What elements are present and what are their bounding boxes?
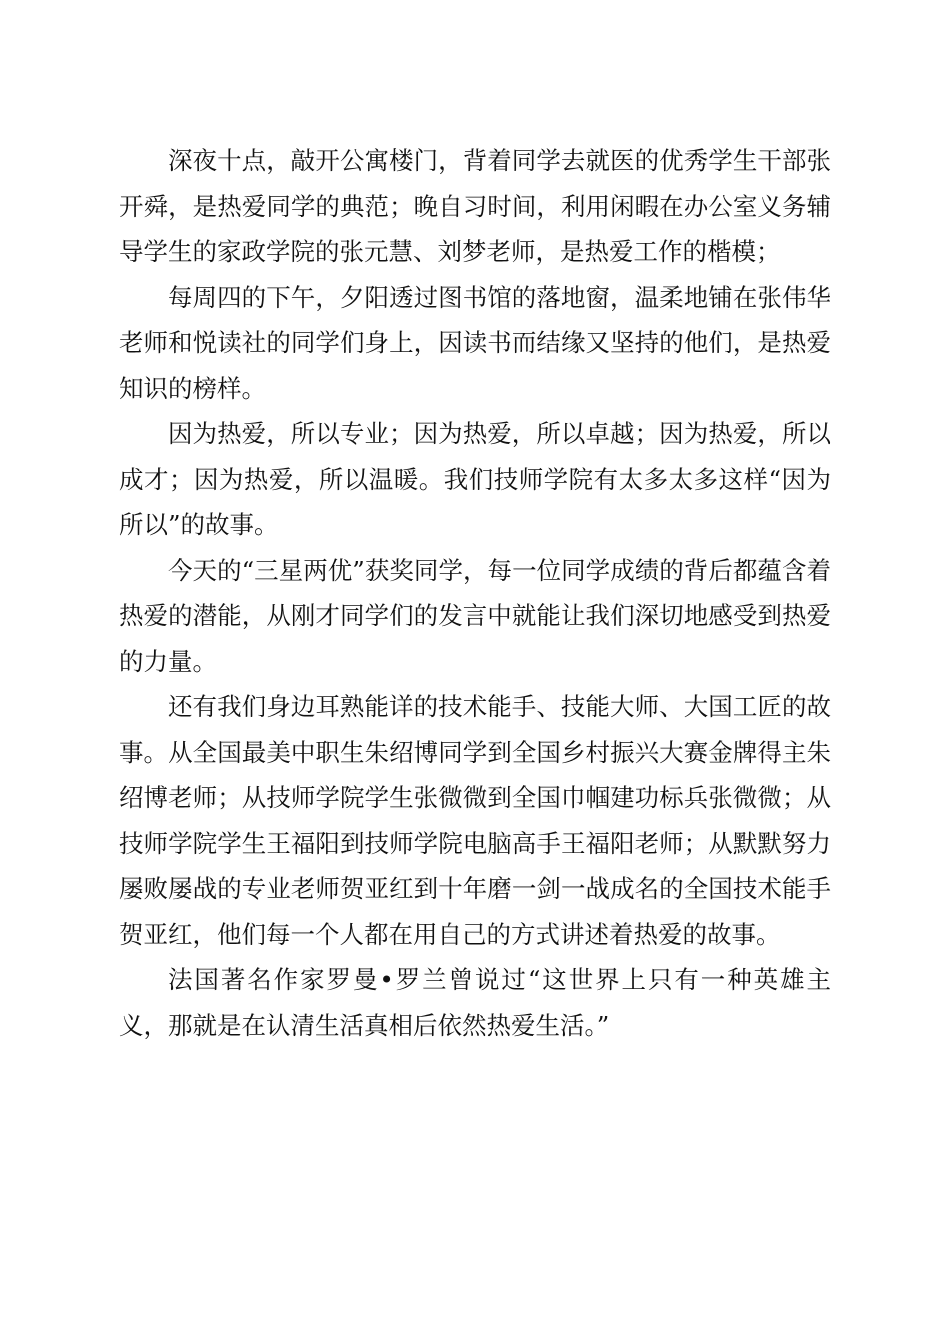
- paragraph-4: 今天的“三星两优”获奖同学，每一位同学成绩的背后都蕴含着热爱的潜能，从刚才同学们的发言中就能让我们深切地感受到热爱的力量。: [119, 555, 831, 676]
- paragraph-5: 还有我们身边耳熟能详的技术能手、技能大师、大国工匠的故事。从全国最美中职生朱绍博同学到全国乡村振兴大赛金牌得主朱绍博老师；从技师学院学生张微微到全国巾帼建功标兵张微微；从技师学院学生王福阳到技师学院电脑高手王福阳老师；从默默努力屡败屡战的专业老师贺亚红到十年磨一剑一战成名的全国技术能手贺亚红，他们每一个人都在用自己的方式讲述着热爱的故事。: [119, 692, 831, 949]
- paragraph-6: 法国著名作家罗曼•罗兰曾说过“这世界上只有一种英雄主义，那就是在认清生活真相后依然热爱生活。”: [119, 965, 831, 1040]
- paragraph-1: 深夜十点，敲开公寓楼门，背着同学去就医的优秀学生干部张开舜，是热爱同学的典范；晚自习时间，利用闲暇在办公室义务辅导学生的家政学院的张元慧、刘梦老师，是热爱工作的楷模；: [119, 146, 831, 266]
- document-body: [119, 138, 831, 1048]
- paragraph-2: 每周四的下午，夕阳透过图书馆的落地窗，温柔地铺在张伟华老师和悦读社的同学们身上，因读书而结缘又坚持的他们，是热爱知识的榜样。: [119, 282, 831, 403]
- paragraph-3: 因为热爱，所以专业；因为热爱，所以卓越；因为热爱，所以成才；因为热爱，所以温暖。我们技师学院有太多太多这样“因为所以”的故事。: [119, 419, 831, 539]
